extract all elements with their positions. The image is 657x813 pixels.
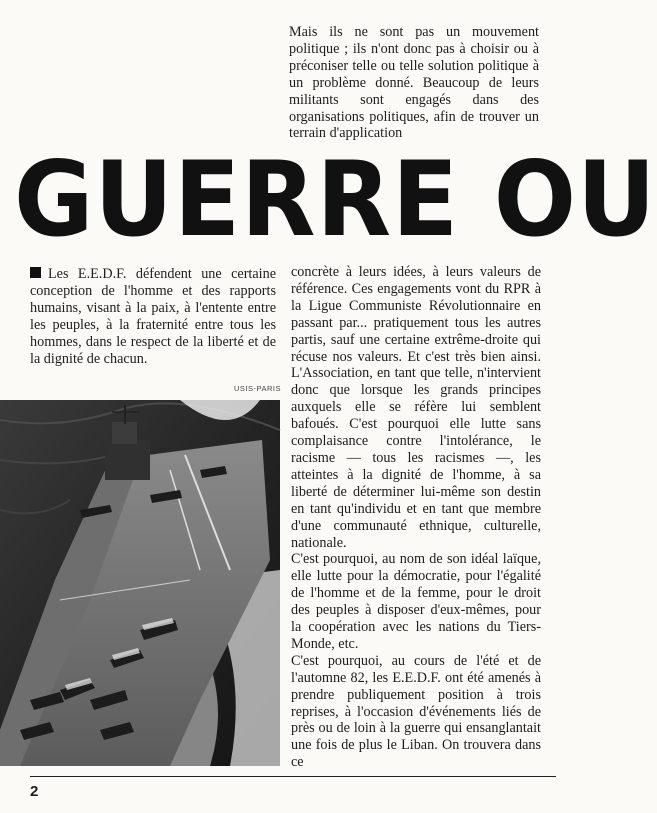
footer-rule: [30, 776, 556, 777]
photo-credit: USIS-PARIS: [234, 384, 281, 393]
aircraft-carrier-photo: [0, 400, 280, 766]
body-paragraph: C'est pourquoi, au nom de son idéal laïque, elle lutte pour la démocratie, pour l'égalité de l'homme et de la femme, pour le droit des peuples à disposer d'eux-mêmes, pour la coopération avec les nations du Tiers-Monde, etc.: [291, 551, 541, 652]
headline: GUERRE OU: [14, 140, 657, 260]
square-bullet-icon: [30, 267, 41, 278]
lead-paragraph: [30, 266, 276, 367]
top-paragraph-text: Mais ils ne sont pas un mouvement politique ; ils n'ont donc pas à choisir ou à préconiser telle ou telle solution politique à un problème donné. Beaucoup de leurs militants sont engagés dans des organisations politiques, afin de trouver un terrain d'application: [289, 24, 539, 142]
page-number: 2: [30, 783, 39, 800]
top-paragraph: [289, 24, 539, 142]
body-column-right: [291, 264, 541, 771]
body-paragraph: concrète à leurs idées, à leurs valeurs de référence. Ces engagements vont du RPR à la Ligue Communiste Révolutionnaire en passant par... pratiquement tous les autres partis, sauf une certaine extrême-droite qui récuse nos valeurs. Et c'est très bien ainsi. L'Association, en tant que telle, n'intervient donc que lorsque les grands principes auxquels elle se réfère lui semblent bafoués. C'est pourquoi elle lutte sans complaisance contre l'intolérance, le racisme — tous les racismes —, les atteintes à la dignité de l'homme, à sa liberté de déterminer lui-même son destin en tant qu'individu et en tant que membre d'une communauté ethnique, culturelle, nationale.: [291, 264, 541, 551]
lead-paragraph-text: Les E.E.D.F. défendent une certaine conception de l'homme et des rapports humains, visant à la paix, à l'entente entre les peuples, à la fraternité entre tous les hommes, dans le respect de la liberté et de la dignité de chacun.: [30, 266, 276, 367]
body-paragraph: C'est pourquoi, au cours de l'été et de l'automne 82, les E.E.D.F. ont été amenés à prendre publiquement position à trois reprises, à l'occasion d'événements liés de près ou de loin à la guerre qui ensanglantait une fois de plus le Liban. On trouvera dans ce: [291, 652, 541, 771]
